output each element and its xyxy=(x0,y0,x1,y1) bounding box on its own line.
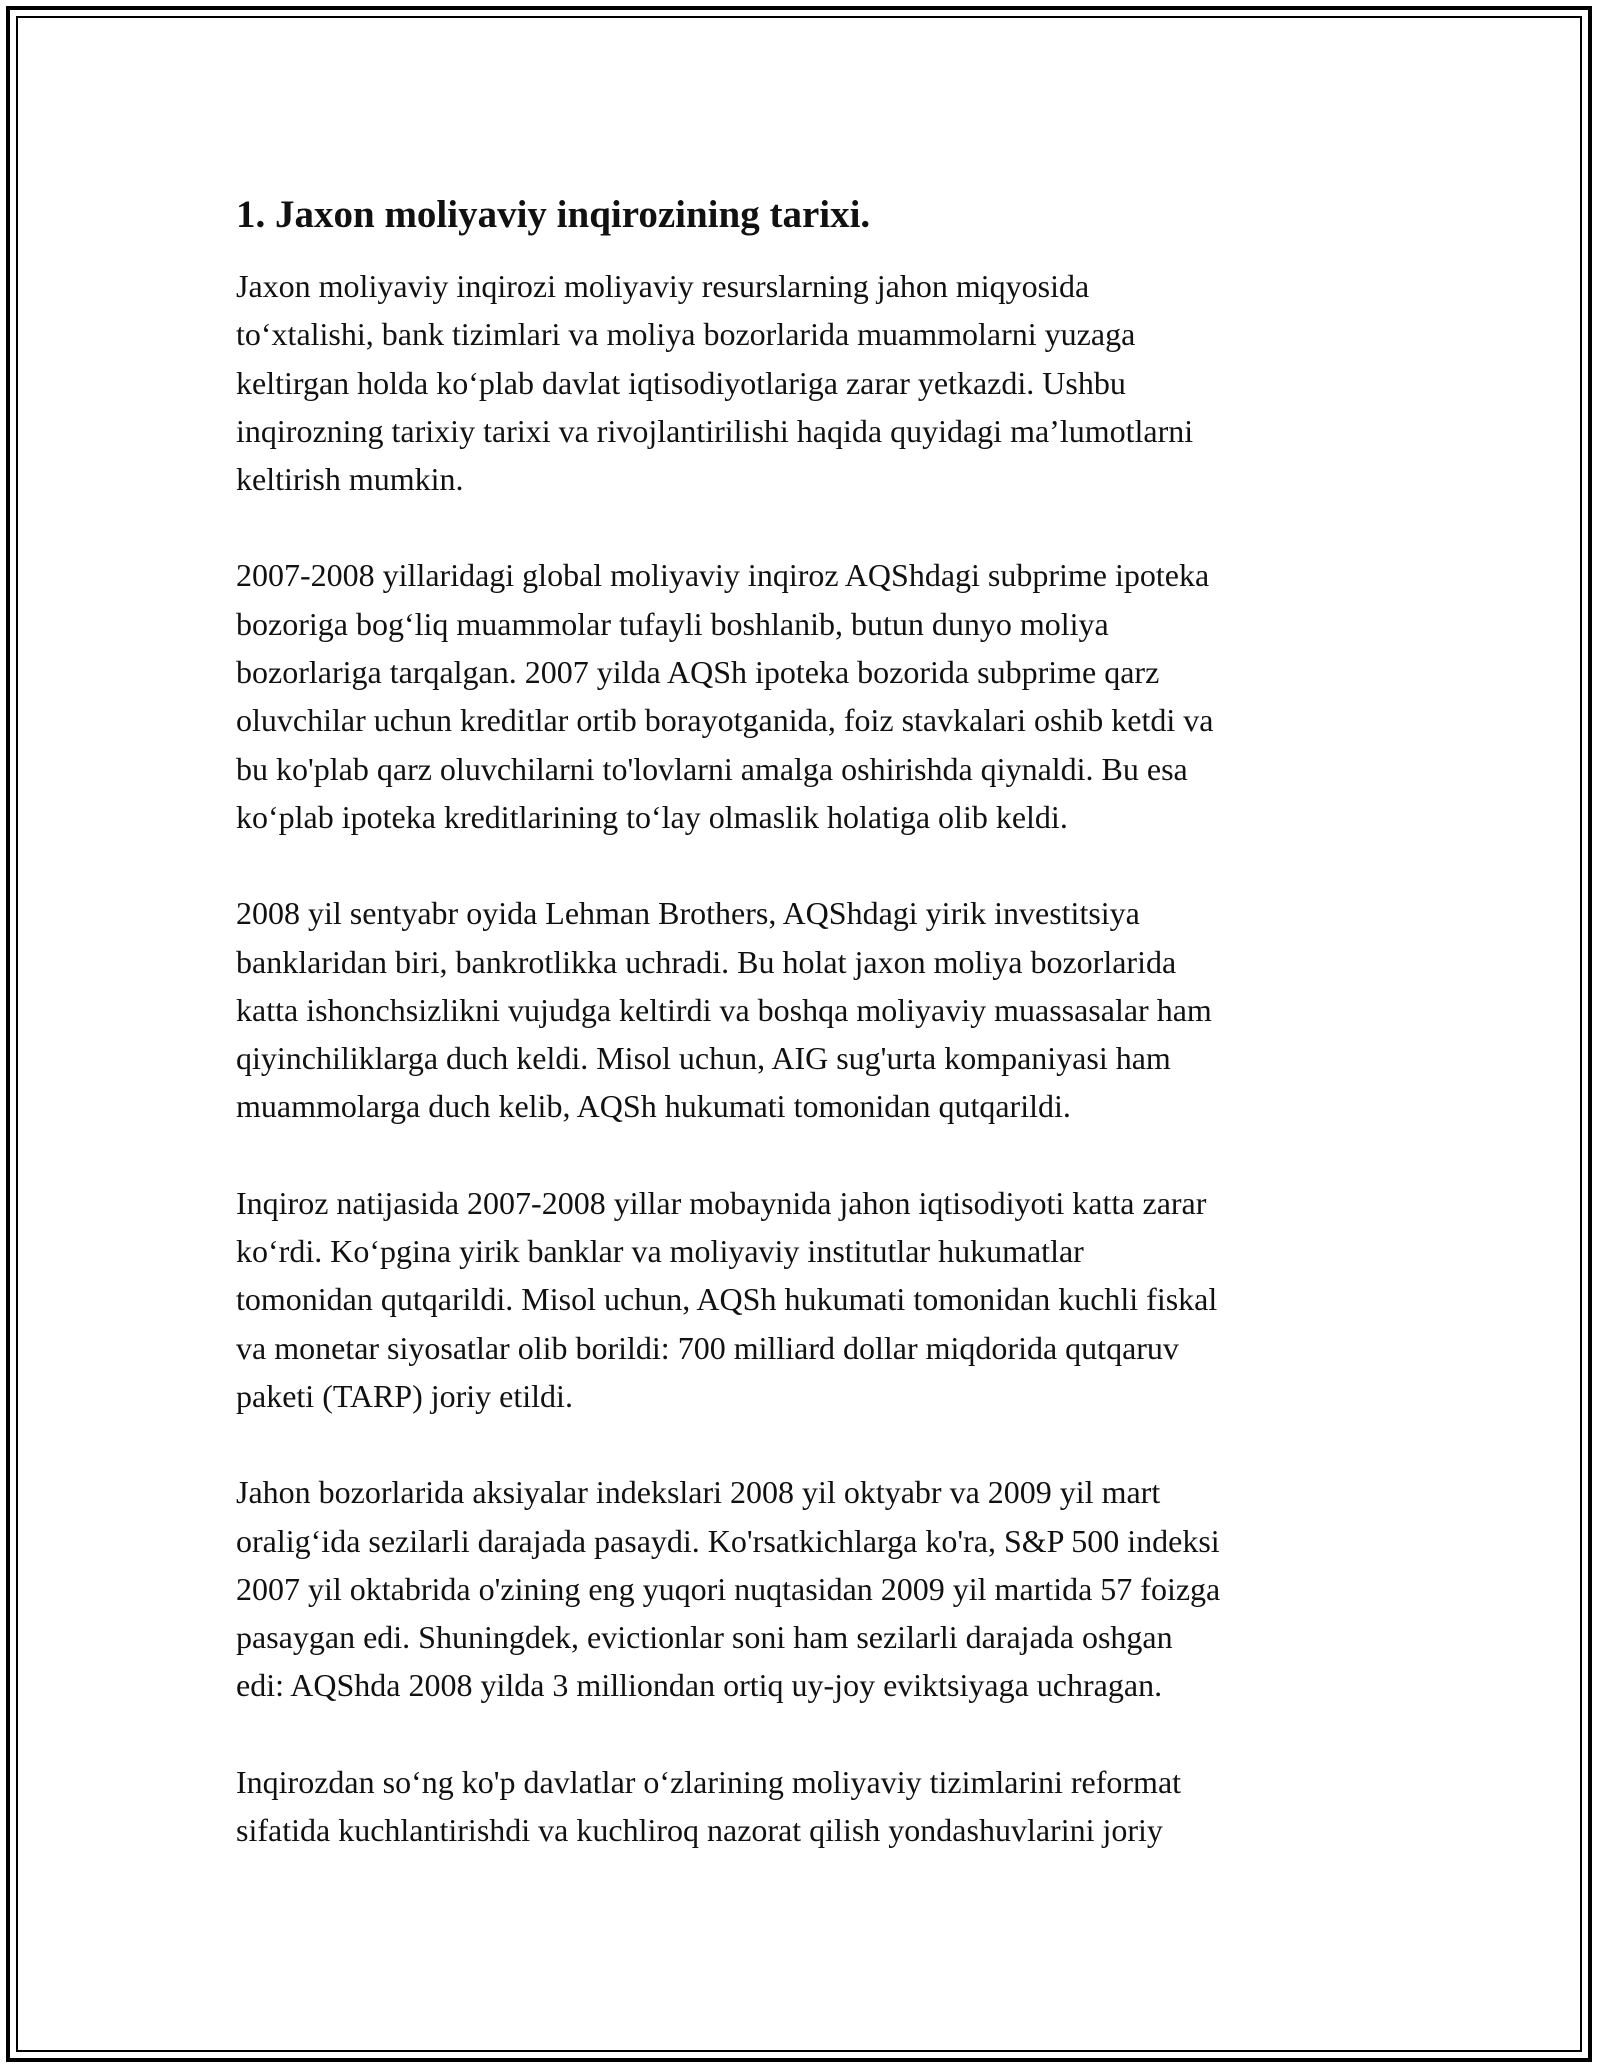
text-line: to‘xtalishi, bank tizimlari va moliya bozorlarida muammolarni yuzaga xyxy=(236,316,1136,353)
text-line: 2007 yil oktabrida o'zining eng yuqori nuqtasidan 2009 yil martida 57 foizga xyxy=(236,1570,1221,1607)
text-line: bozorlariga tarqalgan. 2007 yilda AQSh ipoteka bozorida subprime qarz xyxy=(236,654,1160,691)
text-line: Inqirozdan so‘ng ko'p davlatlar o‘zlarining moliyaviy tizimlarini reformat xyxy=(236,1763,1182,1800)
paragraph xyxy=(236,1468,1376,1709)
text-line: banklaridan biri, bankrotlikka uchradi. Bu holat jaxon moliya bozorlarida xyxy=(236,943,1177,980)
section-heading: 1. Jaxon moliyaviy inqirozining tarixi. xyxy=(236,193,871,236)
document-body xyxy=(236,190,1376,1902)
text-line: va monetar siyosatlar olib borildi: 700 milliard dollar miqdorida qutqaruv xyxy=(236,1329,1179,1366)
text-line: sifatida kuchlantirishdi va kuchliroq nazorat qilish yondashuvlarini joriy xyxy=(236,1812,1163,1849)
text-line: 2008 yil sentyabr oyida Lehman Brothers, AQShdagi yirik investitsiya xyxy=(236,895,1140,932)
text-line: bu ko'plab qarz oluvchilarni to'lovlarni amalga oshirishda qiynaldi. Bu esa xyxy=(236,750,1188,787)
text-line: katta ishonchsizlikni vujudga keltirdi va boshqa moliyaviy muassasalar ham xyxy=(236,991,1212,1028)
paragraph xyxy=(236,551,1376,841)
text-line: oluvchilar uchun kreditlar ortib borayotganida, foiz stavkalari oshib ketdi va xyxy=(236,702,1214,739)
text-line: bozoriga bog‘liq muammolar tufayli boshlanib, butun dunyo moliya xyxy=(236,605,1109,642)
text-line: ko‘plab ipoteka kreditlarining to‘lay olmaslik holatiga olib keldi. xyxy=(236,798,1068,835)
text-line: muammolarga duch kelib, AQSh hukumati tomonidan qutqarildi. xyxy=(236,1088,1071,1125)
text-line: Inqiroz natijasida 2007-2008 yillar mobaynida jahon iqtisodiyoti katta zarar xyxy=(236,1184,1207,1221)
paragraph xyxy=(236,262,1376,503)
text-line: tomonidan qutqarildi. Misol uchun, AQSh hukumati tomonidan kuchli fiskal xyxy=(236,1281,1218,1318)
text-line: oralig‘ida sezilarli darajada pasaydi. Ko'rsatkichlarga ko'ra, S&P 500 indeksi xyxy=(236,1522,1220,1559)
text-line: paketi (TARP) joriy etildi. xyxy=(236,1377,573,1414)
text-line: ko‘rdi. Ko‘pgina yirik banklar va moliyaviy institutlar hukumatlar xyxy=(236,1233,1084,1270)
paragraph xyxy=(236,1179,1376,1420)
text-line: Jaxon moliyaviy inqirozi moliyaviy resurslarning jahon miqyosida xyxy=(236,268,1090,304)
text-line: 2007-2008 yillaridagi global moliyaviy inqiroz AQShdagi subprime ipoteka xyxy=(236,557,1210,594)
text-line: pasaygan edi. Shuningdek, evictionlar soni ham sezilarli darajada oshgan xyxy=(236,1619,1173,1656)
text-line: edi: AQShda 2008 yilda 3 milliondan ortiq uy-joy eviktsiyaga uchragan. xyxy=(236,1667,1163,1704)
text-line: qiyinchiliklarga duch keldi. Misol uchun, AIG sug'urta kompaniyasi ham xyxy=(236,1040,1171,1077)
text-line: keltirish mumkin. xyxy=(236,461,464,498)
paragraph xyxy=(236,1758,1376,1855)
text-line: Jahon bozorlarida aksiyalar indekslari 2008 yil oktyabr va 2009 yil mart xyxy=(236,1474,1161,1511)
text-line: keltirgan holda ko‘plab davlat iqtisodiyotlariga zarar yetkazdi. Ushbu xyxy=(236,364,1126,401)
text-line: inqirozning tarixiy tarixi va rivojlantirilishi haqida quyidagi ma’lumotlarni xyxy=(236,412,1194,449)
paragraph xyxy=(236,889,1376,1130)
